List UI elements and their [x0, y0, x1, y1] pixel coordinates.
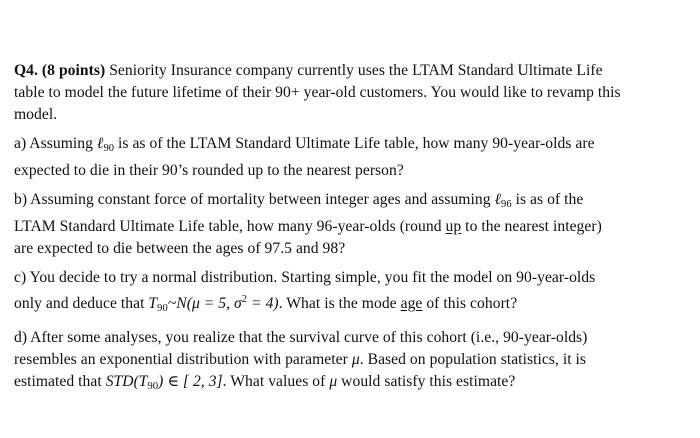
part-c-line-2c: of this cohort?: [422, 295, 518, 312]
question-document: [14, 60, 690, 398]
ell-symbol: ℓ: [494, 191, 502, 208]
ell-subscript: 90: [103, 143, 115, 154]
intro-line-3: model.: [14, 106, 58, 123]
t-symbol: T: [148, 295, 158, 312]
std-interval: ) ∈ [ 2, 3]: [158, 373, 223, 390]
t-subscript: 90: [157, 303, 168, 314]
intro-line-1: Seniority Insurance company currently uses the LTAM Standard Ultimate Life: [105, 62, 603, 79]
part-b-line-3: are expected to die between the ages of 97.5 and 98?: [14, 240, 346, 257]
part-c: [14, 267, 690, 320]
underlined-up: up: [445, 218, 462, 235]
question-label: Q4. (8 points): [14, 62, 106, 79]
part-b-line-1b: is as of the: [511, 191, 584, 208]
ell-symbol: ℓ: [96, 135, 104, 152]
part-d-line-1: d) After some analyses, you realize that the survival curve of this cohort (i.e., 90-year-olds): [14, 329, 588, 346]
part-b: [14, 189, 690, 260]
mu-symbol: μ: [329, 373, 338, 390]
part-a: [14, 133, 690, 182]
part-a-line-2: expected to die in their 90’s rounded up to the nearest person?: [14, 162, 404, 179]
question-intro: [14, 60, 690, 126]
part-c-line-2b: . What is the mode: [278, 295, 401, 312]
part-b-line-2b: to the nearest integer): [461, 218, 602, 235]
std-subscript: 90: [147, 381, 159, 392]
ell-subscript: 96: [501, 199, 512, 210]
normal-distribution: ~N(μ = 5, σ: [167, 295, 242, 312]
sigma-squared: 2: [241, 294, 248, 305]
distribution-end: = 4): [247, 295, 279, 312]
part-a-line-1-rest: is as of the LTAM Standard Ultimate Life table, how many 90-year-olds are: [114, 135, 595, 152]
mu-symbol: μ: [351, 351, 360, 368]
part-c-line-2a: only and deduce that: [14, 295, 149, 312]
underlined-age: age: [400, 295, 423, 312]
part-c-line-1: c) You decide to try a normal distribution. Starting simple, you fit the model on 90-year-olds: [14, 269, 596, 286]
part-d-line-2b: . Based on population statistics, it is: [359, 351, 587, 368]
part-d-line-3b: . What values of: [222, 373, 330, 390]
part-d-line-2a: resembles an exponential distribution with parameter: [14, 351, 352, 368]
part-b-line-1a: b) Assuming constant force of mortality between integer ages and assuming: [14, 191, 495, 208]
intro-line-2: table to model the future lifetime of their 90+ year-old customers. You would like to revamp this: [14, 84, 621, 101]
part-d-line-3a: estimated that: [14, 373, 106, 390]
part-b-line-2a: LTAM Standard Ultimate Life table, how many 96-year-olds (round: [14, 218, 446, 235]
part-a-prefix: a) Assuming: [14, 135, 97, 152]
std-expression: STD(T: [105, 373, 148, 390]
part-d-line-3c: would satisfy this estimate?: [337, 373, 516, 390]
part-d: [14, 327, 690, 398]
